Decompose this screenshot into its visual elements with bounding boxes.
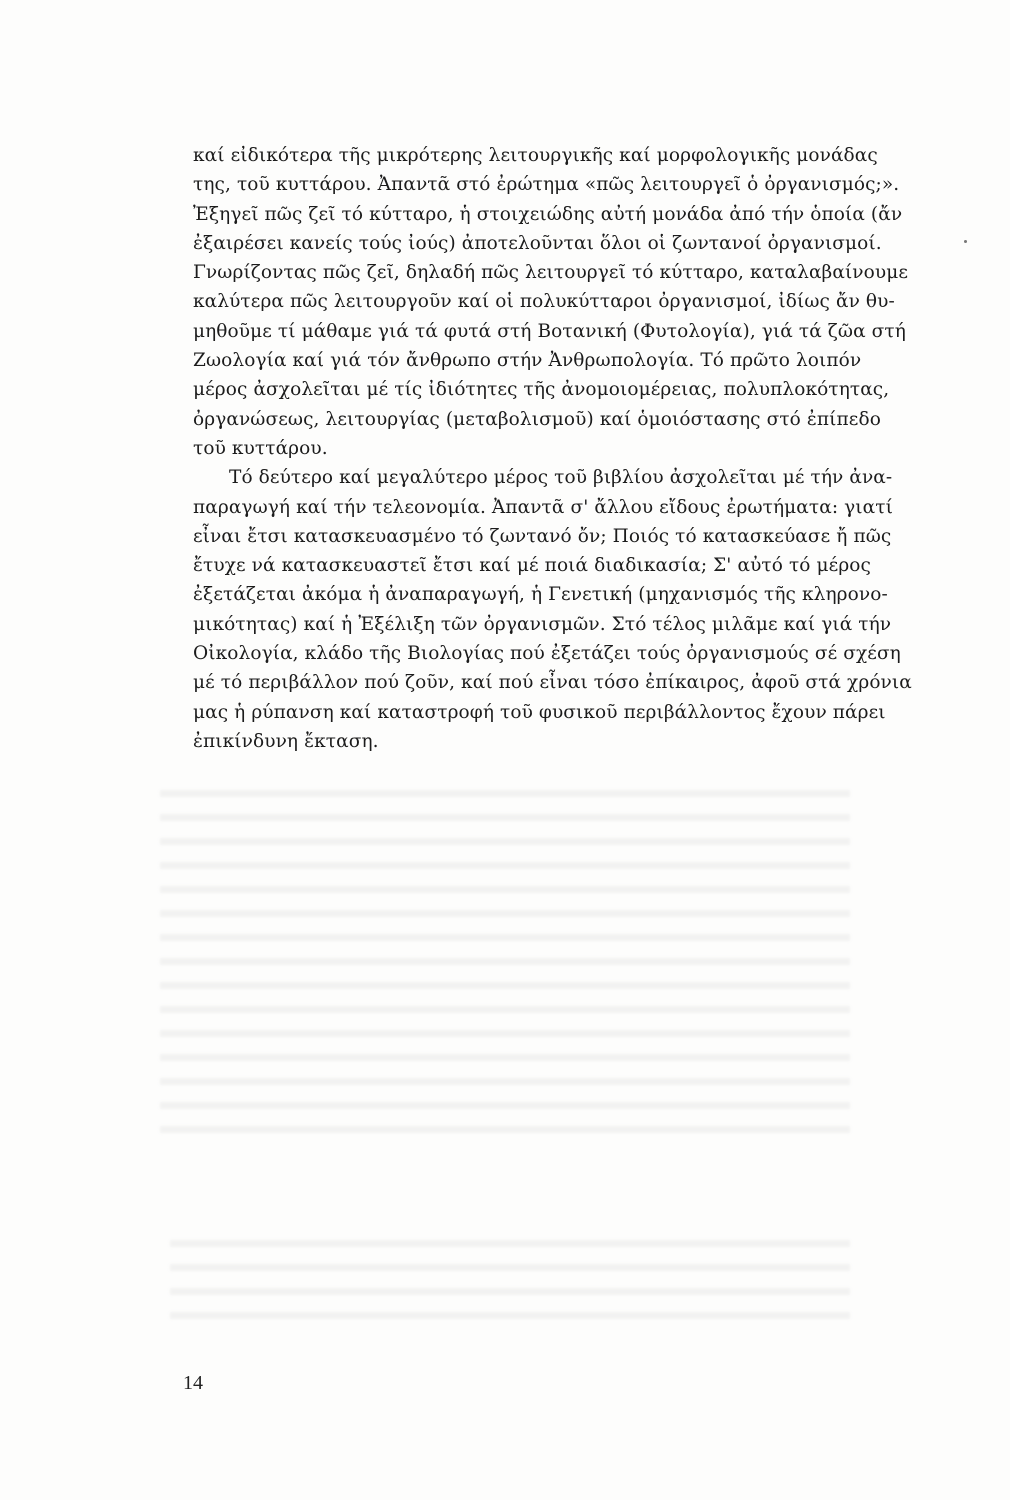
text-line: ὀργανώσεως, λειτουργίας (μεταβολισμοῦ) καί ὁμοιόστασης στό ἐπίπεδο xyxy=(193,408,881,430)
body-text xyxy=(193,141,953,756)
text-line: τοῦ κυττάρου. xyxy=(193,437,328,459)
paragraph-2 xyxy=(193,463,953,756)
text-line: μας ἡ ρύπανση καί καταστροφή τοῦ φυσικοῦ περιβάλλοντος ἔχουν πάρει xyxy=(193,701,886,723)
ink-speck xyxy=(964,240,967,243)
text-line: Τό δεύτερο καί μεγαλύτερο μέρος τοῦ βιβλίου ἀσχολεῖται μέ τήν ἀνα- xyxy=(229,467,893,489)
text-line: ἐπικίνδυνη ἔκταση. xyxy=(193,730,379,752)
text-line: ἔτυχε νά κατασκευαστεῖ ἔτσι καί μέ ποιά διαδικασία; Σ' αὐτό τό μέρος xyxy=(193,555,872,577)
paragraph-1 xyxy=(193,141,953,463)
text-line: της, τοῦ κυττάρου. Ἀπαντᾶ στό ἐρώτημα «πῶς λειτουργεῖ ὁ ὀργανισμός;». xyxy=(193,174,900,196)
text-line: μέ τό περιβάλλον πού ζοῦν, καί πού εἶναι τόσο ἐπίκαιρος, ἀφοῦ στά χρόνια xyxy=(193,672,912,694)
text-line: καλύτερα πῶς λειτουργοῦν καί οἱ πολυκύτταροι ὀργανισμοί, ἰδίως ἄν θυ- xyxy=(193,291,895,313)
text-line: ἐξετάζεται ἀκόμα ἡ ἀναπαραγωγή, ἡ Γενετική (μηχανισμός τῆς κληρονο- xyxy=(193,584,888,606)
text-line: εἶναι ἔτσι κατασκευασμένο τό ζωντανό ὄν; Ποιός τό κατασκεύασε ἤ πῶς xyxy=(193,525,892,547)
text-line: Ζωολογία καί γιά τόν ἄνθρωπο στήν Ἀνθρωπολογία. Τό πρῶτο λοιπόν xyxy=(193,350,862,372)
page-number: 14 xyxy=(183,1372,203,1394)
text-line: καί εἰδικότερα τῆς μικρότερης λειτουργικῆς καί μορφολογικῆς μονάδας xyxy=(193,145,878,166)
text-line: Γνωρίζοντας πῶς ζεῖ, δηλαδή πῶς λειτουργεῖ τό κύτταρο, καταλαβαίνουμε xyxy=(193,262,909,284)
text-line: παραγωγή καί τήν τελεονομία. Ἀπαντᾶ σ' ἄλλου εἴδους ἐρωτήματα: γιατί xyxy=(193,496,893,518)
show-through-text xyxy=(160,790,850,1140)
text-line: Ἐξηγεῖ πῶς ζεῖ τό κύτταρο, ἡ στοιχειώδης αὐτή μονάδα ἀπό τήν ὁποία (ἄν xyxy=(193,203,903,225)
show-through-text xyxy=(170,1240,850,1330)
text-line: Οἰκολογία, κλάδο τῆς Βιολογίας πού ἐξετάζει τούς ὀργανισμούς σέ σχέση xyxy=(193,643,901,665)
text-line: ἐξαιρέσει κανείς τούς ἰούς) ἀποτελοῦνται ὅλοι οἱ ζωντανοί ὀργανισμοί. xyxy=(193,232,882,254)
text-line: μικότητας) καί ἡ Ἐξέλιξη τῶν ὀργανισμῶν. Στό τέλος μιλᾶμε καί γιά τήν xyxy=(193,613,892,635)
text-line: μηθοῦμε τί μάθαμε γιά τά φυτά στή Βοτανική (Φυτολογία), γιά τά ζῶα στή xyxy=(193,320,906,342)
text-line: μέρος ἀσχολεῖται μέ τίς ἰδιότητες τῆς ἀνομοιομέρειας, πολυπλοκότητας, xyxy=(193,379,890,401)
